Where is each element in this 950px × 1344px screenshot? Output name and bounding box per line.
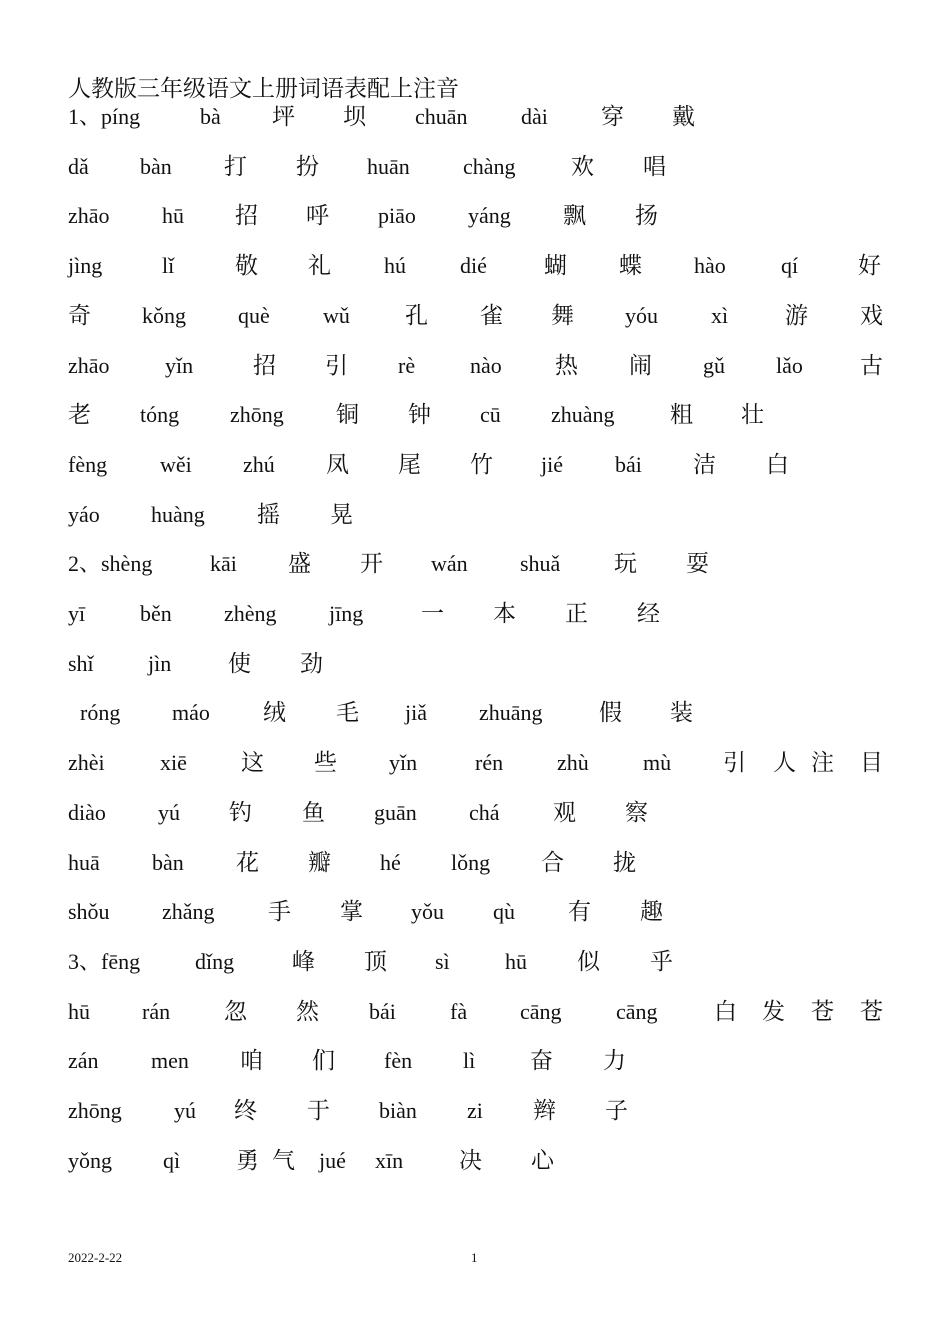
hanzi-character: 忽	[224, 998, 247, 1024]
pinyin-syllable: bái	[369, 998, 396, 1024]
hanzi-character: 目	[860, 750, 883, 776]
hanzi-character: 孔	[405, 302, 428, 328]
pinyin-syllable: xīn	[375, 1147, 404, 1173]
pinyin-syllable: chuān	[415, 104, 468, 129]
hanzi-character: 洁	[693, 451, 716, 477]
word-line	[0, 992, 950, 1032]
hanzi-character: 趣	[640, 899, 663, 925]
pinyin-syllable: yú	[174, 1098, 196, 1123]
pinyin-syllable: xiē	[160, 750, 187, 776]
pinyin-syllable: sì	[435, 948, 450, 974]
hanzi-character: 打	[224, 153, 247, 179]
hanzi-character: 竹	[470, 451, 493, 477]
hanzi-character: 终	[234, 1098, 257, 1123]
hanzi-character: 铜	[336, 402, 359, 428]
hanzi-character: 拢	[613, 849, 636, 875]
hanzi-character: 尾	[398, 451, 421, 477]
hanzi-character: 老	[68, 402, 91, 428]
hanzi-character: 合	[541, 849, 564, 875]
hanzi-character: 苍	[811, 998, 834, 1024]
word-line	[0, 644, 950, 684]
pinyin-syllable: dǎ	[68, 153, 89, 179]
pinyin-syllable: róng	[80, 700, 121, 726]
hanzi-character: 盛	[288, 551, 311, 577]
pinyin-syllable: zhú	[243, 451, 275, 477]
hanzi-character: 有	[568, 899, 591, 925]
hanzi-character: 本	[493, 601, 516, 626]
hanzi-character: 发	[762, 998, 785, 1024]
hanzi-character: 热	[555, 352, 578, 378]
hanzi-character: 招	[253, 352, 276, 378]
pinyin-syllable: cū	[480, 402, 501, 428]
pinyin-syllable: qù	[493, 899, 515, 925]
pinyin-syllable: shuǎ	[520, 551, 561, 577]
hanzi-character: 花	[236, 849, 259, 875]
pinyin-syllable: yáng	[468, 203, 511, 229]
hanzi-character: 使	[228, 650, 251, 676]
hanzi-character: 力	[603, 1048, 626, 1074]
word-line	[0, 594, 950, 634]
hanzi-character: 晃	[330, 501, 353, 527]
pinyin-syllable: hú	[384, 253, 406, 279]
pinyin-syllable: lǒng	[451, 849, 491, 875]
pinyin-syllable: zhāo	[68, 352, 110, 378]
hanzi-character: 察	[625, 799, 648, 825]
pinyin-syllable: tóng	[140, 402, 180, 428]
hanzi-character: 扬	[635, 203, 658, 229]
pinyin-syllable: chá	[469, 799, 500, 825]
hanzi-character: 穿	[601, 104, 624, 129]
pinyin-syllable: rè	[398, 352, 416, 378]
pinyin-syllable: 3、fēng	[68, 948, 141, 974]
pinyin-syllable: zán	[68, 1048, 99, 1074]
pinyin-syllable: cāng	[520, 998, 562, 1024]
word-line	[0, 296, 950, 336]
hanzi-character: 勇	[236, 1147, 259, 1173]
hanzi-character: 于	[307, 1098, 330, 1123]
pinyin-syllable: hé	[380, 849, 401, 875]
pinyin-syllable: dài	[521, 104, 548, 129]
pinyin-syllable: wěi	[160, 451, 192, 477]
word-line	[0, 246, 950, 286]
footer-date: 2022-2-22	[68, 1250, 123, 1265]
hanzi-character: 耍	[686, 551, 709, 577]
hanzi-character: 苍	[860, 998, 883, 1024]
hanzi-character: 扮	[296, 153, 319, 179]
word-line	[0, 544, 950, 584]
hanzi-character: 观	[553, 799, 576, 825]
hanzi-character: 正	[565, 601, 588, 626]
hanzi-character: 凤	[326, 451, 349, 477]
pinyin-syllable: wǔ	[323, 302, 350, 328]
word-line	[0, 445, 950, 485]
pinyin-syllable: huān	[367, 153, 410, 179]
pinyin-syllable: kǒng	[142, 302, 186, 328]
footer-page-number: 1	[471, 1250, 478, 1265]
pinyin-syllable: lǐ	[162, 253, 175, 279]
word-line	[0, 97, 950, 137]
pinyin-syllable: gǔ	[703, 352, 725, 378]
word-line	[0, 1091, 950, 1131]
hanzi-character: 这	[241, 750, 264, 776]
hanzi-character: 摇	[257, 501, 280, 527]
hanzi-character: 敬	[235, 253, 258, 279]
pinyin-syllable: yǒng	[68, 1147, 112, 1173]
hanzi-character: 白	[766, 451, 789, 477]
pinyin-syllable: lǎo	[776, 352, 803, 378]
pinyin-syllable: yóu	[625, 302, 658, 328]
pinyin-syllable: rén	[475, 750, 504, 776]
pinyin-syllable: shǐ	[68, 650, 94, 676]
hanzi-character: 礼	[308, 253, 331, 279]
word-line	[0, 793, 950, 833]
pinyin-syllable: jīng	[329, 601, 364, 626]
pinyin-syllable: guān	[374, 799, 417, 825]
hanzi-character: 决	[459, 1147, 482, 1173]
pinyin-syllable: lì	[463, 1048, 476, 1074]
hanzi-character: 舞	[551, 302, 574, 328]
pinyin-syllable: yǒu	[411, 899, 444, 925]
hanzi-character: 掌	[340, 899, 363, 925]
hanzi-character: 毛	[336, 700, 359, 726]
hanzi-character: 钟	[408, 402, 431, 428]
pinyin-syllable: běn	[140, 601, 172, 626]
hanzi-character: 引	[723, 750, 746, 776]
pinyin-syllable: nào	[470, 352, 502, 378]
word-line	[0, 942, 950, 982]
pinyin-syllable: biàn	[379, 1098, 417, 1123]
hanzi-character: 劲	[300, 650, 323, 676]
pinyin-syllable: men	[151, 1048, 189, 1074]
hanzi-character: 引	[325, 352, 348, 378]
pinyin-syllable: rán	[142, 998, 171, 1024]
hanzi-character: 古	[860, 352, 883, 378]
pinyin-syllable: zhōng	[68, 1098, 122, 1123]
hanzi-character: 戴	[672, 104, 695, 129]
hanzi-character: 游	[785, 302, 808, 328]
pinyin-syllable: zhù	[557, 750, 589, 776]
word-line	[0, 395, 950, 435]
pinyin-syllable: chàng	[463, 153, 516, 179]
pinyin-syllable: zi	[467, 1098, 483, 1123]
hanzi-character: 鱼	[302, 799, 325, 825]
hanzi-character: 粗	[670, 402, 693, 428]
hanzi-character: 一	[421, 601, 444, 626]
word-line	[0, 843, 950, 883]
pinyin-syllable: qì	[163, 1147, 181, 1173]
hanzi-character: 装	[670, 700, 693, 726]
pinyin-syllable: bàn	[152, 849, 184, 875]
pinyin-syllable: 1、píng	[68, 104, 141, 129]
word-line	[0, 196, 950, 236]
pinyin-syllable: jué	[319, 1147, 346, 1173]
pinyin-syllable: què	[238, 302, 270, 328]
pinyin-syllable: diào	[68, 799, 106, 825]
word-line	[0, 1041, 950, 1081]
hanzi-character: 注	[811, 750, 834, 776]
pinyin-syllable: huàng	[151, 501, 205, 527]
pinyin-syllable: zhèng	[224, 601, 277, 626]
hanzi-character: 闹	[629, 352, 652, 378]
hanzi-character: 气	[272, 1147, 295, 1173]
word-line	[0, 1141, 950, 1181]
pinyin-syllable: hào	[694, 253, 726, 279]
pinyin-syllable: bái	[615, 451, 642, 477]
hanzi-character: 蝴	[544, 253, 567, 279]
hanzi-character: 峰	[292, 948, 315, 974]
hanzi-character: 辫	[533, 1098, 556, 1123]
hanzi-character: 似	[577, 948, 600, 974]
hanzi-character: 蝶	[619, 253, 642, 279]
hanzi-character: 飘	[563, 203, 586, 229]
hanzi-character: 些	[314, 750, 337, 776]
hanzi-character: 咱	[240, 1048, 263, 1074]
hanzi-character: 奋	[530, 1048, 553, 1074]
pinyin-syllable: zhuāng	[479, 700, 543, 726]
pinyin-syllable: zhōng	[230, 402, 284, 428]
pinyin-syllable: dǐng	[195, 948, 235, 974]
pinyin-syllable: yī	[68, 601, 86, 626]
word-line	[0, 147, 950, 187]
pinyin-syllable: cāng	[616, 998, 658, 1024]
page-title: 人教版三年级语文上册词语表配上注音	[68, 76, 459, 101]
pinyin-syllable: fà	[450, 998, 468, 1024]
hanzi-character: 绒	[263, 700, 286, 726]
hanzi-character: 人	[773, 750, 796, 776]
hanzi-character: 呼	[306, 203, 329, 229]
hanzi-character: 好	[858, 253, 881, 279]
hanzi-character: 欢	[571, 153, 594, 179]
pinyin-syllable: kāi	[210, 551, 237, 577]
pinyin-syllable: zhèi	[68, 750, 105, 776]
pinyin-syllable: fèn	[384, 1048, 413, 1074]
pinyin-syllable: yú	[158, 799, 180, 825]
hanzi-character: 坝	[343, 104, 366, 129]
hanzi-character: 唱	[643, 153, 666, 179]
pinyin-syllable: jié	[541, 451, 563, 477]
pinyin-syllable: bàn	[140, 153, 172, 179]
hanzi-character: 坪	[272, 104, 295, 129]
pinyin-syllable: jìn	[148, 650, 172, 676]
hanzi-character: 瓣	[308, 849, 331, 875]
pinyin-syllable: xì	[711, 302, 729, 328]
pinyin-syllable: yáo	[68, 501, 100, 527]
hanzi-character: 然	[296, 998, 319, 1024]
pinyin-syllable: zhǎng	[162, 899, 215, 925]
word-line	[0, 892, 950, 932]
hanzi-character: 玩	[614, 551, 637, 577]
hanzi-character: 们	[312, 1048, 335, 1074]
hanzi-character: 假	[599, 700, 622, 726]
word-line	[0, 346, 950, 386]
pinyin-syllable: máo	[172, 700, 210, 726]
pinyin-syllable: mù	[643, 750, 672, 776]
hanzi-character: 钓	[229, 799, 252, 825]
hanzi-character: 白	[714, 998, 737, 1024]
pinyin-syllable: huā	[68, 849, 100, 875]
hanzi-character: 戏	[860, 302, 883, 328]
pinyin-syllable: hū	[68, 998, 90, 1024]
pinyin-syllable: qí	[781, 253, 799, 279]
hanzi-character: 奇	[68, 302, 91, 328]
pinyin-syllable: bà	[200, 104, 221, 129]
word-line	[0, 693, 950, 733]
pinyin-syllable: shǒu	[68, 899, 110, 925]
hanzi-character: 招	[235, 203, 258, 229]
pinyin-syllable: jìng	[68, 253, 103, 279]
hanzi-character: 乎	[650, 948, 673, 974]
pinyin-syllable: 2、shèng	[68, 551, 153, 577]
pinyin-syllable: dié	[460, 253, 487, 279]
hanzi-character: 经	[637, 601, 660, 626]
pinyin-syllable: zhuàng	[551, 402, 615, 428]
hanzi-character: 子	[605, 1098, 628, 1123]
word-line	[0, 495, 950, 535]
pinyin-syllable: zhāo	[68, 203, 110, 229]
pinyin-syllable: wán	[431, 551, 468, 577]
pinyin-syllable: jiǎ	[405, 700, 427, 726]
hanzi-character: 手	[268, 899, 291, 925]
pinyin-syllable: yǐn	[389, 750, 418, 776]
hanzi-character: 心	[531, 1147, 554, 1173]
hanzi-character: 壮	[741, 402, 764, 428]
pinyin-syllable: yǐn	[165, 352, 194, 378]
hanzi-character: 开	[360, 551, 383, 577]
pinyin-syllable: hū	[505, 948, 527, 974]
pinyin-syllable: piāo	[378, 203, 416, 229]
word-line	[0, 743, 950, 783]
hanzi-character: 雀	[480, 302, 503, 328]
pinyin-syllable: hū	[162, 203, 184, 229]
pinyin-syllable: fèng	[68, 451, 108, 477]
hanzi-character: 顶	[364, 948, 387, 974]
